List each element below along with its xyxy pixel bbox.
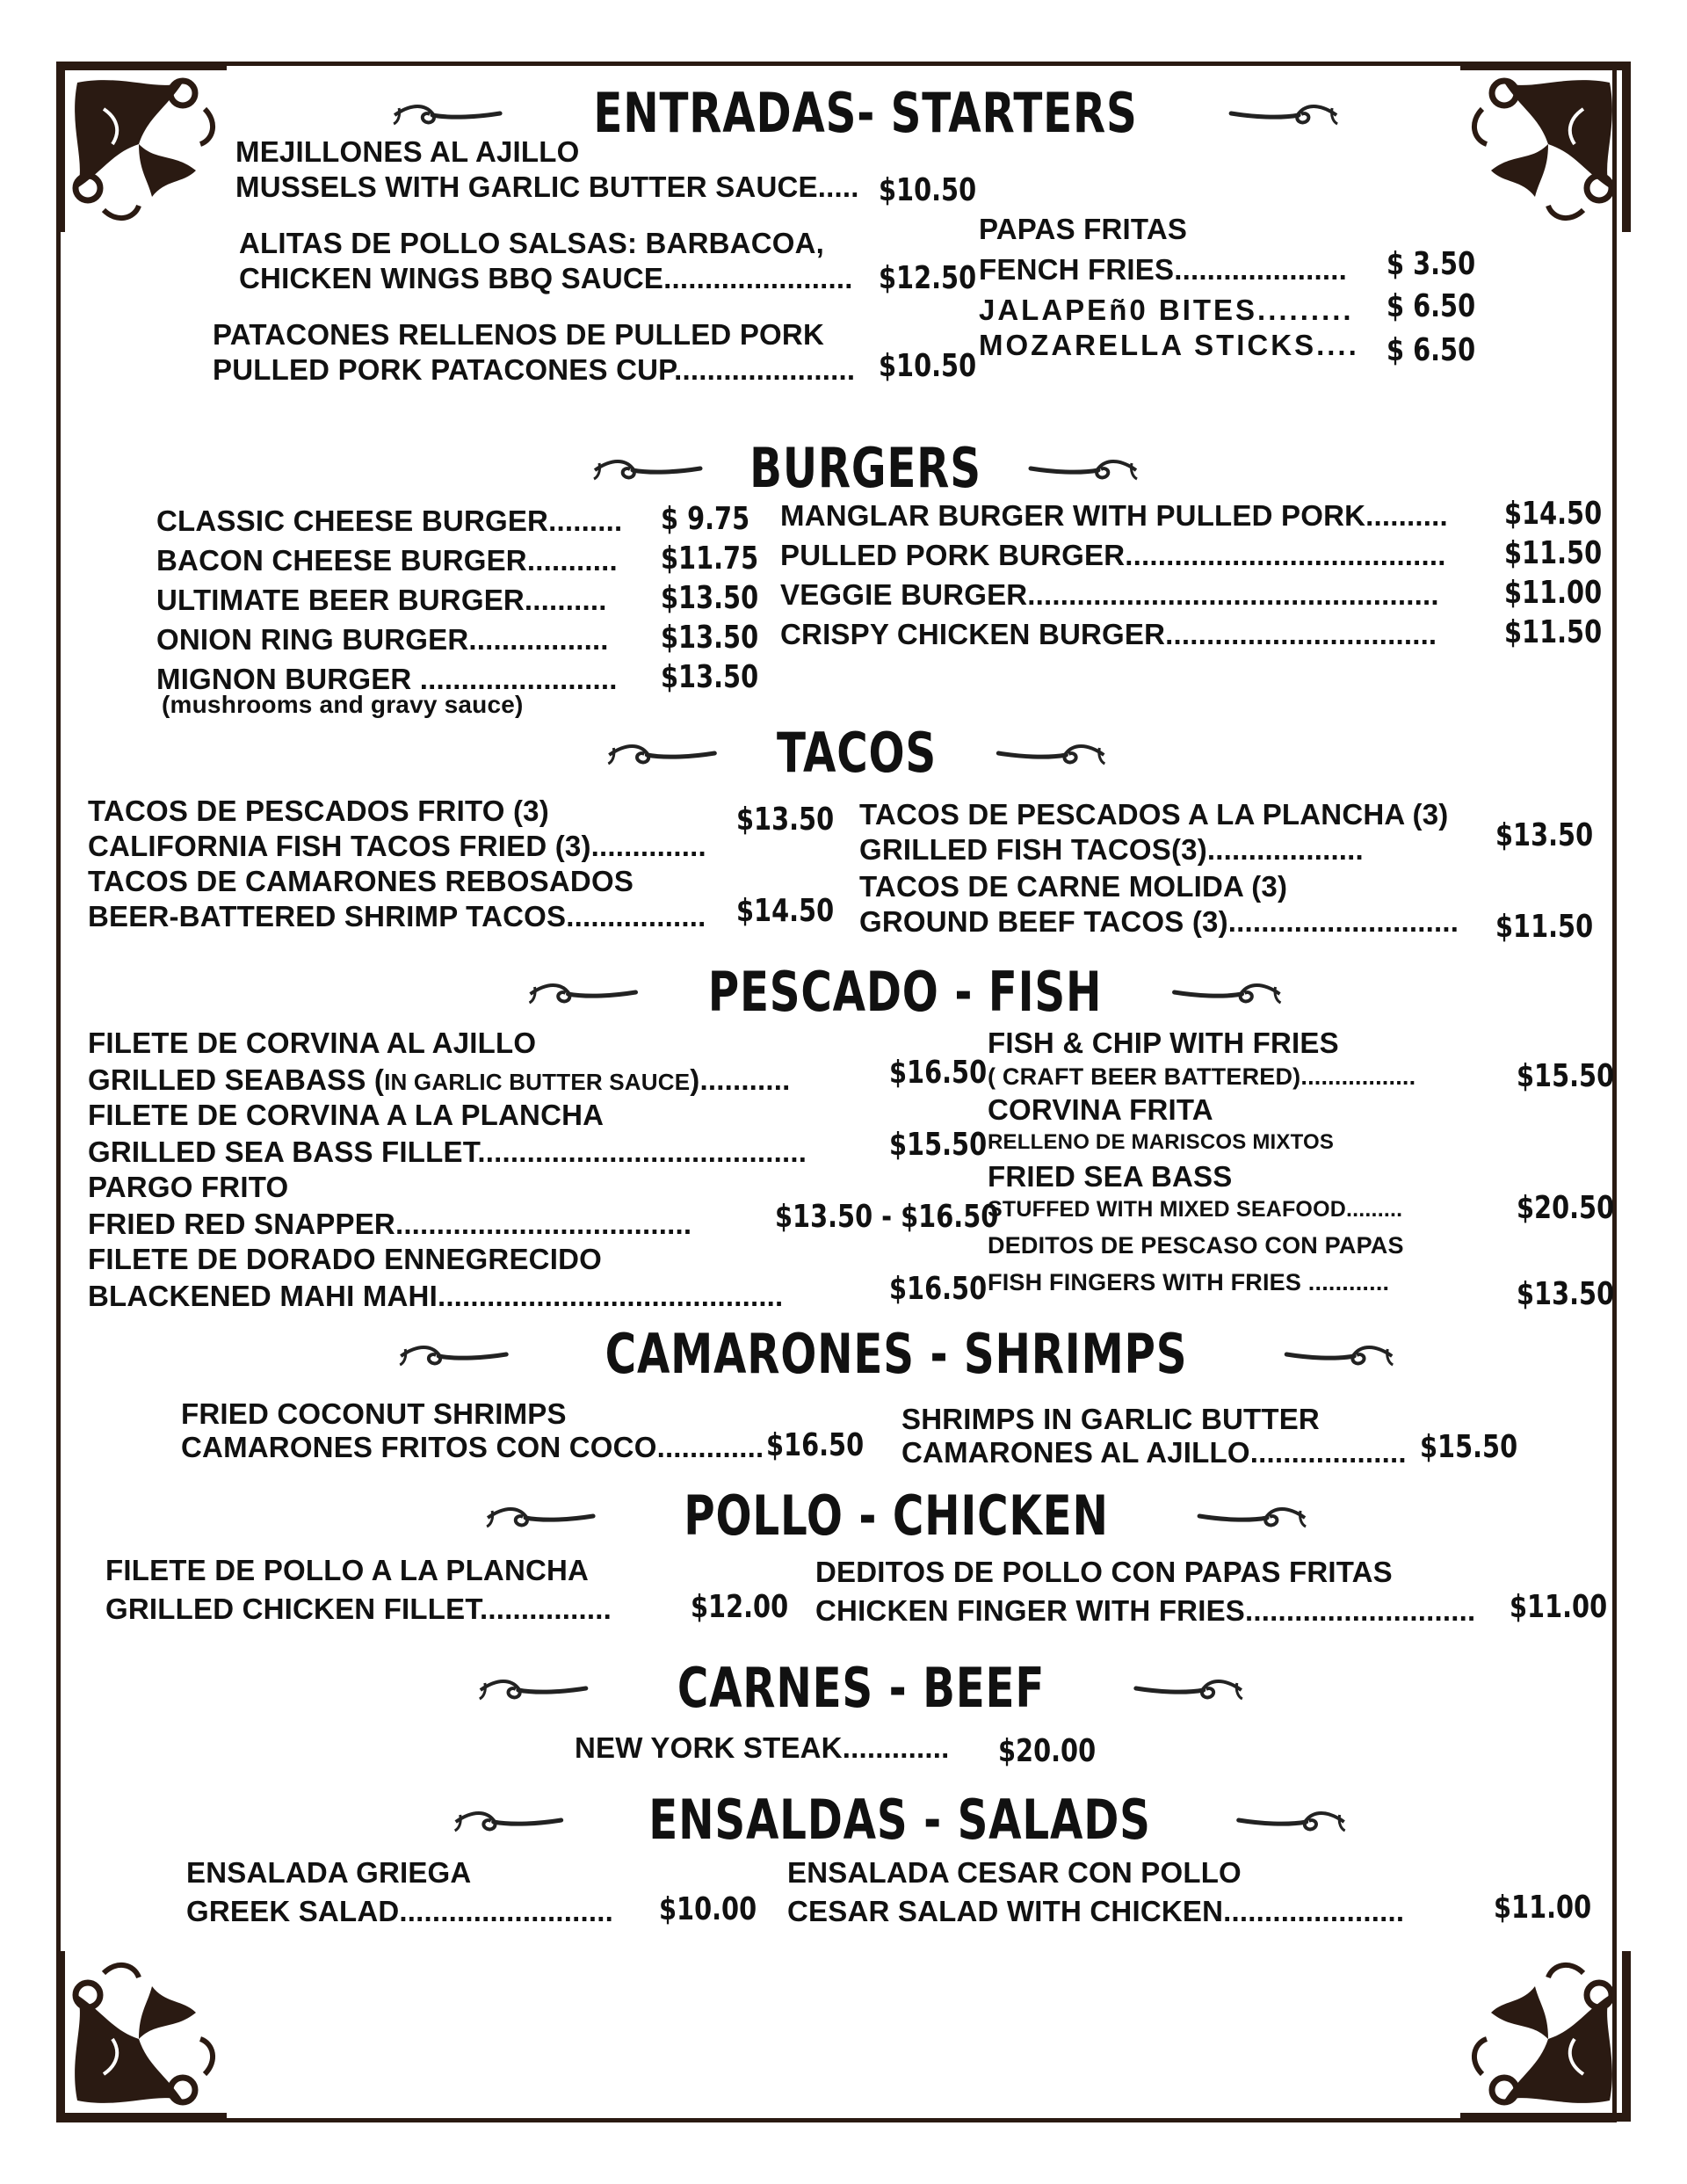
item-price: $16.50 [889,1055,988,1091]
item-name-es: TACOS DE PESCADOS FRITO (3) [88,795,549,827]
item-name-es: FILETE DE CORVINA A LA PLANCHA [88,1099,605,1131]
item-name: ONION RING BURGER................. [156,623,609,656]
swirl-flourish-icon [1227,96,1341,131]
item-name-es: FILETE DE POLLO A LA PLANCHA [105,1554,590,1586]
item-price: $13.50 [1517,1276,1615,1312]
item-name-es: TACOS DE PESCADOS A LA PLANCHA (3) [859,798,1449,831]
item-name-en: FISH FINGERS WITH FRIES ............ [988,1269,1390,1295]
item-price: $20.50 [1517,1190,1615,1226]
fleur-ornament-icon [51,1942,235,2127]
item-price: $15.50 [889,1127,988,1163]
item-name: FRIED SEA BASS [988,1160,1233,1193]
swirl-flourish-icon [483,1498,597,1534]
item-price: $15.50 [1420,1429,1518,1465]
item-name-es: CAMARONES AL AJILLO................... [901,1436,1407,1469]
item-name-en: CALIFORNIA FISH TACOS FRIED (3).............. [88,830,706,862]
swirl-flourish-icon [452,1803,566,1838]
section-heading-salads [452,1788,1349,1852]
item-price: $15.50 [1517,1058,1615,1094]
item-name-en: FENCH FRIES..................... [979,253,1347,286]
swirl-flourish-icon [1282,1337,1396,1372]
item-price: $13.50 [1495,817,1594,853]
item-name-es: MEJILLONES AL AJILLO [235,135,580,168]
section-heading-burgers [590,436,1140,500]
swirl-flourish-icon [605,736,719,771]
section-title: TACOS [777,721,937,785]
section-heading-fish [526,960,1285,1024]
item-price: $12.00 [691,1589,789,1625]
swirl-flourish-icon [1195,1498,1309,1534]
item-price: $16.50 [889,1271,988,1307]
item-price: $11.75 [661,541,759,577]
swirl-flourish-icon [526,975,641,1010]
swirl-flourish-icon [396,1337,510,1372]
item-price: $10.00 [659,1891,757,1927]
item-price: $11.50 [1495,909,1594,945]
item-price: $14.50 [1504,496,1603,532]
item-price: $14.50 [736,893,835,929]
item-name: CRISPY CHICKEN BURGER................................. [780,618,1437,650]
item-name-es: FILETE DE DORADO ENNEGRECIDO [88,1243,602,1275]
item-price: $13.50 - $16.50 [775,1199,999,1235]
item-name-en: BEER-BATTERED SHRIMP TACOS................. [88,900,706,932]
item-price: $ 3.50 [1387,246,1476,282]
item-name: VEGGIE BURGER.................................................. [780,578,1439,611]
section-heading-shrimps [396,1322,1396,1386]
item-price: $11.00 [1494,1890,1592,1926]
section-title: POLLO - CHICKEN [684,1484,1109,1548]
item-name-en-part: IN GARLIC BUTTER SAUCE [384,1069,691,1095]
item-name-es: PARGO FRITO [88,1171,289,1203]
item-price: $20.00 [998,1733,1097,1769]
item-price: $10.50 [879,172,977,208]
section-title: ENTRADAS- STARTERS [593,81,1138,145]
item-name-en [88,1063,791,1097]
item-name-en: CHICKEN WINGS BBQ SAUCE....................... [239,262,853,294]
item-name: BACON CHEESE BURGER........... [156,544,618,577]
item-price: $10.50 [879,348,977,384]
item-name-en: GRILLED SEA BASS FILLET........................................ [88,1136,807,1168]
swirl-flourish-icon [1234,1803,1348,1838]
item-note: (mushrooms and gravy sauce) [162,691,524,718]
item-name-en: GREEK SALAD.......................... [186,1895,613,1927]
item-name: CORVINA FRITA [988,1093,1213,1126]
item-name-es: PAPAS FRITAS [979,213,1188,245]
item-price: $ 6.50 [1387,288,1476,324]
item-name: NEW YORK STEAK............. [575,1731,950,1764]
item-name: PULLED PORK BURGER....................................... [780,539,1446,571]
item-price: $13.50 [661,620,759,656]
item-price: $ 6.50 [1387,332,1476,368]
swirl-flourish-icon [1169,975,1284,1010]
swirl-flourish-icon [1132,1671,1246,1706]
item-name: MOZARELLA STICKS.... [979,329,1359,361]
item-name: MIGNON BURGER ........................ [156,663,618,695]
item-name-es: CAMARONES FRITOS CON COCO............. [181,1431,764,1463]
item-name: FISH & CHIP WITH FRIES [988,1027,1339,1059]
swirl-flourish-icon [476,1671,590,1706]
item-name-en-part: GRILLED SEABASS ( [88,1063,385,1096]
section-title: ENSALDAS - SALADS [648,1788,1151,1852]
item-name-en: GRILLED FISH TACOS(3)................... [859,833,1364,866]
section-title: PESCADO - FISH [707,960,1103,1024]
item-name-es: TACOS DE CAMARONES REBOSADOS [88,865,634,897]
item-name-es: DEDITOS DE PESCASO CON PAPAS [988,1232,1404,1259]
item-name-es: ENSALADA GRIEGA [186,1856,472,1889]
item-price: $11.50 [1504,614,1603,650]
section-heading-chicken [483,1484,1309,1548]
fleur-ornament-icon [1452,56,1636,241]
section-heading-beef [476,1656,1246,1720]
fleur-ornament-icon [1452,1942,1636,2127]
item-name-en: FRIED COCONUT SHRIMPS [181,1397,567,1430]
item-price: $11.00 [1510,1589,1608,1625]
section-title: CAMARONES - SHRIMPS [605,1322,1188,1386]
item-name-en-part: )........... [690,1063,791,1096]
item-name-es: ENSALADA CESAR CON POLLO [787,1856,1242,1889]
item-price: $16.50 [766,1427,865,1463]
item-name: CLASSIC CHEESE BURGER......... [156,504,623,537]
item-name: ULTIMATE BEER BURGER.......... [156,584,607,616]
item-name: JALAPEñ0 BITES......... [979,294,1354,326]
item-name: MANGLAR BURGER WITH PULLED PORK.......... [780,499,1448,532]
fleur-ornament-icon [51,56,235,241]
item-name-en: GRILLED CHICKEN FILLET................ [105,1593,612,1625]
item-price: $13.50 [661,659,759,695]
item-name-en: PULLED PORK PATACONES CUP...................... [213,353,856,386]
swirl-flourish-icon [995,736,1109,771]
item-name-es: DEDITOS DE POLLO CON PAPAS FRITAS [815,1556,1393,1588]
item-price: $ 9.75 [661,501,750,537]
item-name-es: PATACONES RELLENOS DE PULLED PORK [213,318,824,351]
swirl-flourish-icon [390,96,504,131]
item-price: $11.50 [1504,535,1603,571]
item-name: ( CRAFT BEER BATTERED)................. [988,1063,1416,1090]
swirl-flourish-icon [590,451,705,486]
item-name-en: CESAR SALAD WITH CHICKEN...................... [787,1895,1405,1927]
item-price: $13.50 [661,580,759,616]
item-name-es: FILETE DE CORVINA AL AJILLO [88,1027,537,1059]
item-name-en: CHICKEN FINGER WITH FRIES............................ [815,1594,1476,1627]
item-name: RELLENO DE MARISCOS MIXTOS [988,1130,1335,1154]
item-name-es: TACOS DE CARNE MOLIDA (3) [859,870,1288,903]
item-name-en: SHRIMPS IN GARLIC BUTTER [901,1403,1320,1435]
section-title: BURGERS [749,436,981,500]
item-name-en: BLACKENED MAHI MAHI.......................................... [88,1280,784,1312]
item-name-en: GROUND BEEF TACOS (3)............................ [859,905,1459,938]
item-price: $12.50 [879,260,977,296]
swirl-flourish-icon [1026,451,1140,486]
item-name-en: MUSSELS WITH GARLIC BUTTER SAUCE..... [235,171,859,203]
item-name-es: ALITAS DE POLLO SALSAS: BARBACOA, [239,227,824,259]
item-price: $13.50 [736,802,835,838]
item-price: $11.00 [1504,575,1603,611]
item-name-en: FRIED RED SNAPPER.................................... [88,1208,692,1240]
section-title: CARNES - BEEF [677,1656,1046,1720]
section-heading-tacos [605,721,1108,785]
item-name: STUFFED WITH MIXED SEAFOOD......... [988,1197,1403,1222]
